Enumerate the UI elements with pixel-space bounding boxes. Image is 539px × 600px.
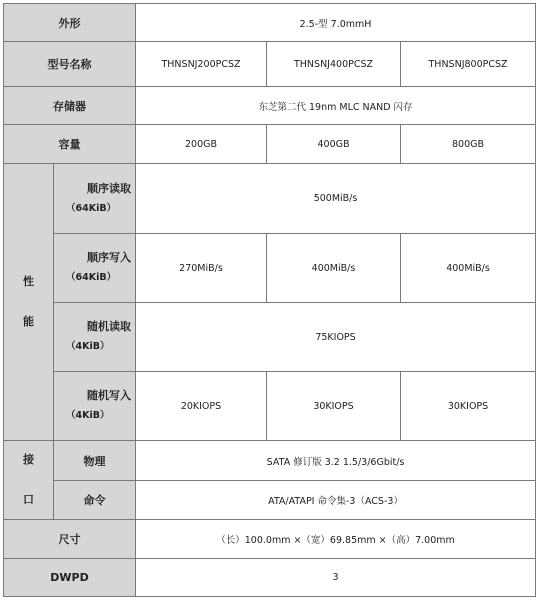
row-seq-read [4,164,536,234]
performance-label [4,164,54,441]
seq-write-value-1: 270MiB/s [136,234,267,303]
form-value: 2.5-型 7.0mmH [136,4,536,42]
command-value: ATA/ATAPI 命令集-3（ACS-3） [136,481,536,520]
seq-write-label [54,234,136,303]
rand-write-value-3: 30KIOPS [401,372,536,441]
capacity-value-1: 200GB [136,125,267,164]
seq-write-value-2: 400MiB/s [267,234,401,303]
row-size [4,520,536,559]
capacity-label: 容量 [4,125,136,164]
physical-value: SATA 修订版 3.2 1.5/3/6Gbit/s [136,441,536,481]
row-capacity [4,125,536,164]
dwpd-label: DWPD [4,559,136,597]
row-model [4,42,536,87]
model-value-2: THNSNJ400PCSZ [267,42,401,87]
physical-label: 物理 [54,441,136,481]
row-storage [4,87,536,125]
model-label: 型号名称 [4,42,136,87]
row-rand-read [4,303,536,372]
seq-write-unit: （64KiB） [66,272,117,283]
model-value-1: THNSNJ200PCSZ [136,42,267,87]
command-label: 命令 [54,481,136,520]
rand-read-label-text: 随机读取 [87,320,131,333]
form-label: 外形 [4,4,136,42]
row-rand-write [4,372,536,441]
rand-read-value: 75KIOPS [136,303,536,372]
interface-label [4,441,54,520]
rand-write-label-text: 随机写入 [87,389,131,402]
interface-label-char-1: 接 [23,453,34,466]
rand-write-value-1: 20KIOPS [136,372,267,441]
seq-read-value: 500MiB/s [136,164,536,234]
rand-write-value-2: 30KIOPS [267,372,401,441]
row-form [4,4,536,42]
seq-write-label-text: 顺序写入 [87,251,131,264]
rand-read-label [54,303,136,372]
row-seq-write [4,234,536,303]
model-value-3: THNSNJ800PCSZ [401,42,536,87]
capacity-value-3: 800GB [401,125,536,164]
row-command [4,481,536,520]
performance-label-char-1: 性 [23,275,34,288]
capacity-value-2: 400GB [267,125,401,164]
size-value: （长）100.0mm ×（宽）69.85mm ×（高）7.00mm [136,520,536,559]
storage-value: 东芝第二代 19nm MLC NAND 闪存 [136,87,536,125]
seq-write-value-3: 400MiB/s [401,234,536,303]
storage-label: 存储器 [4,87,136,125]
performance-label-char-2: 能 [23,315,34,328]
dwpd-value: 3 [136,559,536,597]
seq-read-unit: （64KiB） [66,202,117,214]
row-dwpd [4,559,536,597]
seq-read-label [54,164,136,234]
rand-write-unit: （4KiB） [66,410,110,421]
row-physical [4,441,536,481]
spec-table [3,3,536,597]
interface-label-char-2: 口 [23,493,34,506]
seq-read-label-text: 顺序读取 [87,181,131,195]
rand-read-unit: （4KiB） [66,341,110,352]
size-label: 尺寸 [4,520,136,559]
rand-write-label [54,372,136,441]
